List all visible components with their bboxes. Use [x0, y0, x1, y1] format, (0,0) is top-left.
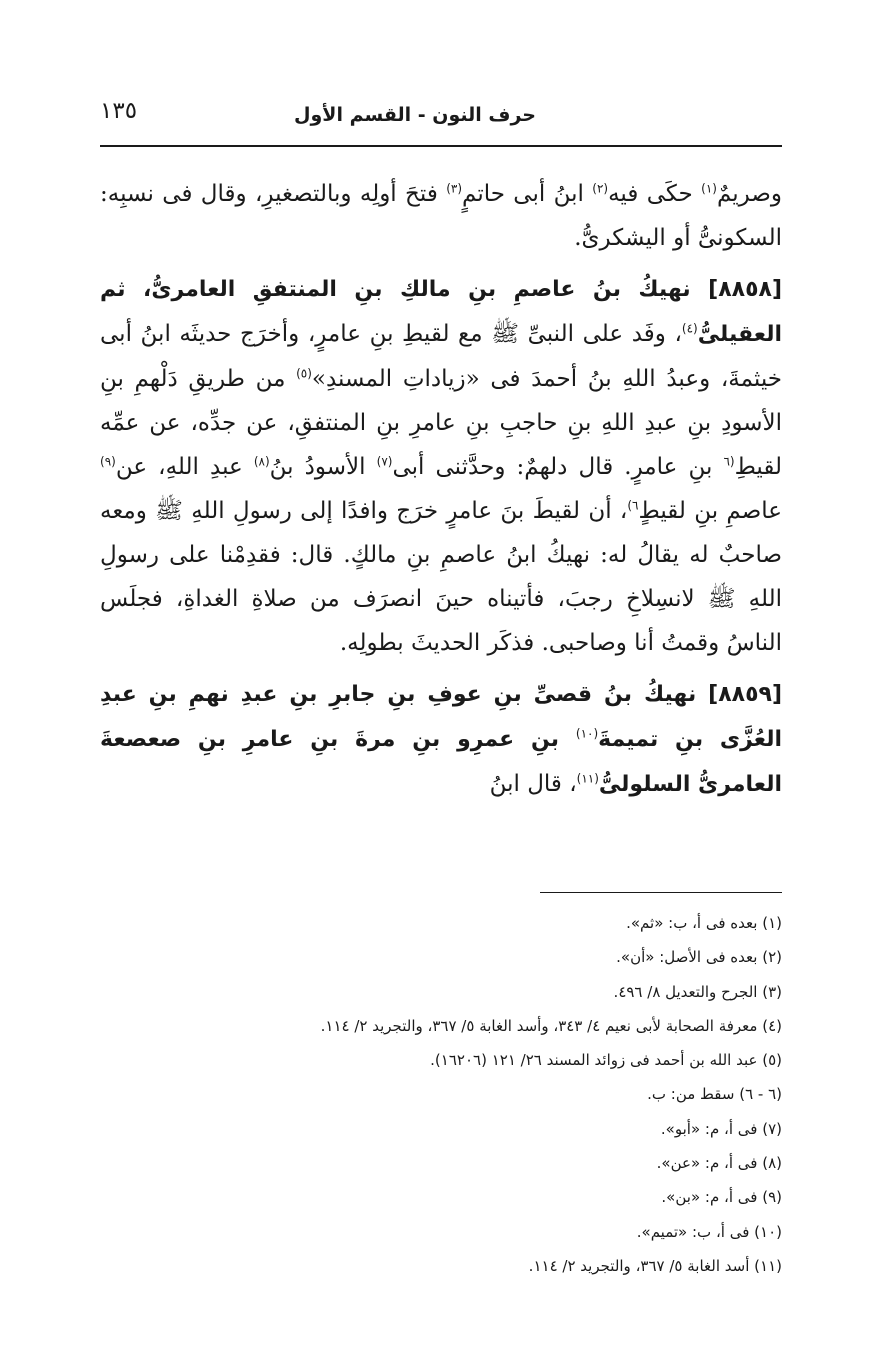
footnote-marker: (١) [701, 181, 717, 196]
footnote-7: (٧) فى أ، م: «أبو». [660, 1119, 782, 1138]
text-run: عبدِ اللهِ، عن [115, 454, 254, 480]
footnote-6: (٦ - ٦) سقط من: ب. [647, 1085, 782, 1104]
text-run: بنِ عامرٍ. قال دلهمٌ: وحدَّثنى أبى [392, 454, 724, 480]
footnote-11: (١١) أسد الغابة ٥/ ٣٦٧، والتجريد ٢/ ١١٤. [528, 1256, 782, 1275]
text-run: ، وفَد على النبىِّ ﷺ مع لقيطِ بنِ عامرٍ، وأخرَج حديثَه ابنُ أبى خيثمةَ، وعبدُ اللهِ بنُ أحمدَ فى «زياداتِ المسندِ» [100, 321, 782, 392]
footnote-4: (٤) معرفة الصحابة لأبى نعيم ٤/ ٣٤٣، وأسد الغابة ٥/ ٣٦٧، والتجريد ٢/ ١١٤. [320, 1016, 782, 1035]
entry-heading: [٨٨٥٩] نهيكُ بنُ قصىِّ بنِ عوفِ بنِ جابرِ بنِ عبدِ نهمِ بنِ عبدِ العُزَّى بنِ تميمةَ [100, 682, 782, 752]
text-run: الأسودُ بنُ [269, 454, 377, 480]
footnote-marker: ٦) [627, 498, 639, 513]
footnote-marker: (٥) [296, 366, 312, 381]
entry-heading: بنِ عمرِو بنِ مرةَ بنِ عامرِ بنِ صعصعةَ العامرىُّ السلولىُّ [100, 727, 782, 797]
footnote-2: (٢) بعده فى الأصل: «أن». [616, 948, 782, 967]
entry-heading: [٨٨٥٨] نهيكُ بنُ عاصمِ بنِ مالكِ بنِ المنتفقِ العامرىُّ، ثم العقيلىُّ [100, 277, 782, 347]
text-run: عاصمِ بنِ لقيطٍ [638, 498, 783, 524]
footnote-marker: (٤) [681, 321, 698, 336]
footnote-marker: (١٠) [575, 726, 599, 741]
footnote-9: (٩) فى أ، م: «بن». [661, 1188, 782, 1207]
footnotes [100, 906, 782, 1283]
entry-8859 [100, 672, 782, 807]
header-rule [100, 145, 782, 147]
text-run: ، قال ابنُ [489, 771, 577, 797]
footnote-separator [540, 892, 782, 893]
footnote-5: (٥) عبد الله بن أحمد فى زوائد المسند ٢٦/ ١٢١ (١٦٢٠٦). [430, 1051, 782, 1070]
running-title: حرف النون - القسم الأول [294, 104, 536, 126]
text-run: من طريقِ دَلْهمِ بنِ الأسودِ بنِ عبدِ اللهِ بنِ حاجبِ بنِ عامرِ بنِ المنتفقِ، عن جدِّه، عن عمِّه لقيطِ [100, 366, 782, 480]
page-header [100, 98, 782, 134]
text-run: حكَى فيه [608, 181, 702, 207]
footnote-10: (١٠) فى أ، ب: «تميم». [636, 1222, 782, 1241]
footnote-marker: (١١) [576, 771, 599, 786]
main-text [100, 172, 782, 814]
footnote-marker: (٩) [100, 454, 116, 469]
text-run: ابنُ أبى حاتمٍ [462, 181, 593, 207]
footnote-marker: (٣) [446, 181, 463, 196]
text-run: وصريمٌ [716, 181, 782, 207]
footnote-8: (٨) فى أ، م: «عن». [656, 1154, 782, 1173]
footnote-marker: (٦ [723, 454, 735, 469]
footnote-marker: (٢) [592, 181, 609, 196]
footnote-1: (١) بعده فى أ، ب: «ثم». [626, 914, 782, 932]
page-number: ١٣٥ [100, 98, 138, 124]
text-run: فتحَ أولِه وبالتصغيرِ، وقال فى نسبِه: السكونىُّ أو اليشكرىُّ. [100, 181, 782, 251]
footnote-3: (٣) الجرح والتعديل ٨/ ٤٩٦. [613, 982, 782, 1001]
text-run: ، أن لقيطَ بنَ عامرٍ خرَج وافدًا إلى رسولِ اللهِ ﷺ ومعه صاحبٌ له يقالُ له: نهيكُ ابنُ عاصمِ بنِ مالكٍ. قال: فقدِمْنا على رسولِ اللهِ ﷺ لانسِلاخِ رجبَ، فأتيناه حينَ انصرَف من صلاةِ الغداةِ، فجلَس الناسُ وقمتُ أنا وصاحبى. فذكَر الحديثَ بطولِه. [100, 498, 782, 656]
footnote-marker: (٧) [376, 454, 393, 469]
paragraph-intro [100, 172, 782, 260]
footnote-marker: (٨) [253, 454, 270, 469]
entry-8858 [100, 267, 782, 665]
